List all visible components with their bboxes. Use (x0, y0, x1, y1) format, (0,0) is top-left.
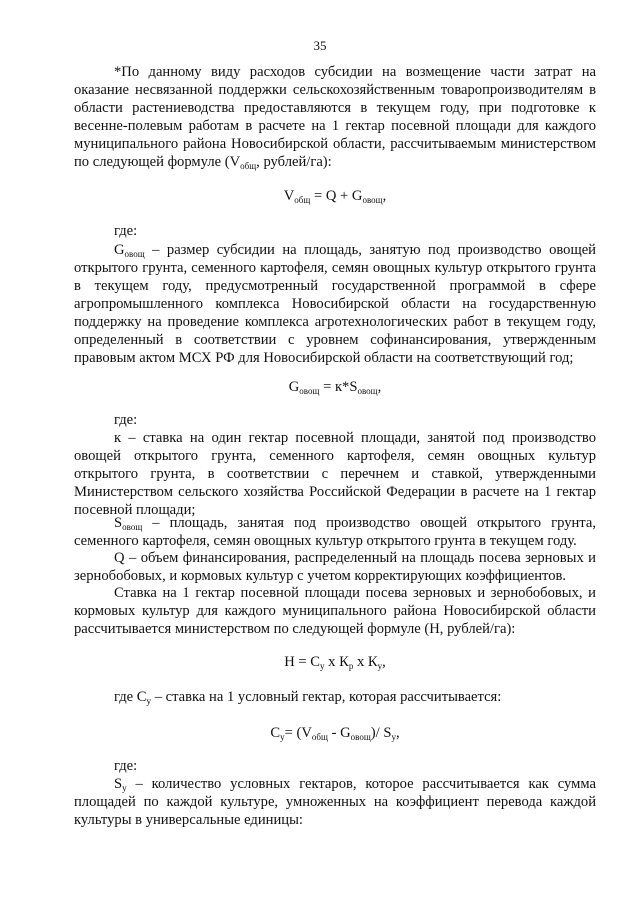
subscript: у (122, 783, 127, 793)
formula-part: , (382, 654, 386, 670)
subscript: овощ (362, 195, 383, 205)
formula-part: , (395, 725, 400, 741)
subscript: у (391, 732, 396, 742)
formula-part: G (288, 379, 300, 395)
definition-text: – площадь, занятая под производство овощей открытого грунта, семенного картофеля, семян овощных культур открытого грунта в текущем году. (74, 515, 596, 549)
formula-part: - G (327, 725, 351, 741)
where-label-3 (74, 757, 596, 775)
subscript: овощ (124, 249, 145, 259)
subscript: у (146, 696, 152, 706)
subscript: овощ (357, 386, 378, 396)
var-symbol: G (114, 242, 125, 258)
paragraph-q-volume (74, 549, 596, 585)
paragraph-sy-hectares (74, 775, 596, 829)
subscript: овощ (122, 522, 143, 532)
formula-part: , (377, 379, 382, 395)
paragraph-g-vegetables (74, 241, 596, 367)
subscript: общ (311, 732, 328, 742)
var-symbol: S (114, 515, 123, 531)
definition-text: – количество условных гектаров, которое рассчитывается как сумма площадей по каждой культуре, умноженных на коэффициент перевода каждой культуры в универсальные единицы: (74, 776, 596, 828)
var-symbol: S (114, 776, 123, 792)
paragraph-rate-per-hectare (74, 584, 596, 638)
paragraph-text: Ставка на 1 гектар посевной площади посева зерновых и зернобобовых, и кормовых культур для каждого муниципального района Новосибирской области рассчитывается министерством по следующей формуле (Н, рублей/га): (74, 585, 596, 637)
intro-text: *По данному виду расходов субсидии на возмещение части затрат на оказание несвязанной поддержки сельскохозяйственным товаропроизводителям в области растениеводства предоставляются в текущем году, при подготовке к весенне-полевым работам в расчете на 1 гектар посевной площади для каждого муниципального района Новосибирской области, рассчитываемым министерством по следующей формуле (V (74, 64, 596, 170)
formula-part: V (283, 188, 295, 204)
where-text: где: (114, 223, 138, 239)
formula-h (74, 653, 596, 671)
paragraph-cy-rate (74, 688, 596, 706)
formula-part: )/ S (370, 725, 392, 741)
page-number: 35 (313, 38, 327, 53)
definition-text: Q – объем финансирования, распределенный на площадь посева зерновых и зернобобовых, и кормовых культур с учетом корректирующих коэффициентов. (74, 550, 596, 584)
paragraph-text: где С (114, 689, 147, 705)
subscript: овощ (350, 732, 371, 742)
formula-cy (74, 724, 596, 742)
formula-part: х К (324, 654, 349, 670)
intro-tail: , рублей/га): (256, 154, 332, 170)
where-label-1 (74, 222, 596, 240)
paragraph-text: – ставка на 1 условный гектар, которая рассчитывается: (151, 689, 502, 705)
paragraph-k-rate (74, 429, 596, 519)
formula-g-vegetables (74, 378, 596, 396)
where-text: где: (114, 758, 138, 774)
paragraph-s-vegetables (74, 514, 596, 550)
paragraph-subsidy-intro (74, 63, 596, 171)
formula-part: С (270, 725, 281, 741)
subscript: р (348, 661, 354, 671)
formula-v-total (74, 187, 596, 205)
formula-part: = (V (284, 725, 312, 741)
where-text: где: (114, 412, 138, 428)
formula-part: Н = С (284, 654, 320, 670)
definition-text: – размер субсидии на площадь, занятую под производство овощей открытого грунта, семенного картофеля, семян овощных культур открытого грунта в текущем году, предусмотренный государственной программой в сфере агропромышленного комплекса Новосибирской области на государственную поддержку на проведение комплекса агротехнологических работ в текущем году, определенный в соответствии с уровнем софинансирования, утвержденным правовым актом МСХ РФ для Новосибирской области на соответствующий год; (74, 242, 596, 366)
subscript: у (280, 732, 285, 742)
definition-text: к – ставка на один гектар посевной площади, занятой под производство овощей открытого грунта, семенного картофеля, семян овощных культур открытого грунта, в соответствии с перечнем и ставкой, утвержденными Министерством сельского хозяйства Российской Федерации в расчете на 1 гектар посевной площади; (74, 430, 596, 518)
subscript: у (377, 661, 383, 671)
formula-part: = Q + G (310, 188, 363, 204)
subscript: овощ (299, 386, 320, 396)
subscript: общ (240, 161, 257, 171)
formula-part: х К (353, 654, 378, 670)
formula-part: , (382, 188, 387, 204)
subscript: у (320, 661, 325, 671)
subscript: общ (294, 195, 311, 205)
formula-part: = к*S (319, 379, 358, 395)
where-label-2 (74, 411, 596, 429)
